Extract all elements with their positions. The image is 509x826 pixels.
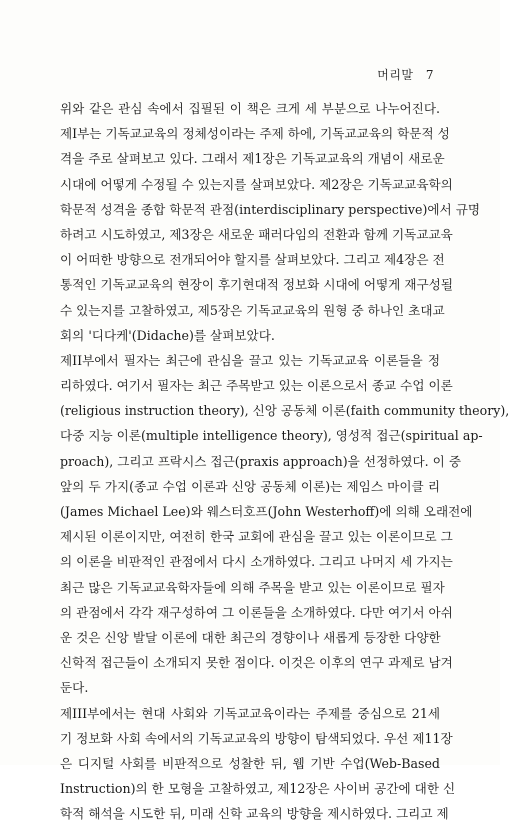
body-text — [60, 96, 440, 826]
text-line: 회의 '디다케'(Didache)를 살펴보았다. — [60, 323, 440, 348]
text-line: 최근 많은 기독교교육학자들에 의해 주목을 받고 있는 이론이므로 필자 — [60, 575, 440, 600]
text-line: 은 디지털 사회를 비판적으로 성찰한 뒤, 웹 기반 수업(Web-Based — [60, 751, 440, 776]
text-line: 제III부에서는 현대 사회와 기독교교육이라는 주제를 중심으로 21세 — [60, 701, 440, 726]
text-line: 격을 주로 살펴보고 있다. 그래서 제1장은 기독교교육의 개념이 새로운 — [60, 146, 440, 171]
text-line: 제I부는 기독교교육의 정체성이라는 주제 하에, 기독교교육의 학문적 성 — [60, 121, 440, 146]
text-line: 이 어떠한 방향으로 전개되어야 할지를 살펴보았다. 그리고 제4장은 전 — [60, 247, 440, 272]
text-line: Instruction)의 한 모형을 고찰하였고, 제12장은 사이버 공간에 대한 신 — [60, 776, 440, 801]
text-line: 다중 지능 이론(multiple intelligence theory), 영성적 접근(spiritual ap- — [60, 423, 440, 448]
paragraph-part-3 — [60, 701, 440, 826]
text-line: 의 관점에서 각각 재구성하여 그 이론들을 소개하였다. 다만 여기서 아쉬 — [60, 600, 440, 625]
text-line: 앞의 두 가지(종교 수업 이론과 신앙 공동체 이론)는 제임스 마이클 리 — [60, 474, 440, 499]
text-line: 신학적 접근들이 소개되지 못한 점이다. 이것은 이후의 연구 과제로 남겨 — [60, 650, 440, 675]
text-line: 둔다. — [60, 675, 440, 700]
text-line: 운 것은 신앙 발달 이론에 대한 최근의 경향이나 새롭게 등장한 다양한 — [60, 625, 440, 650]
text-line: 수 있는지를 고찰하였고, 제5장은 기독교교육의 원형 중 하나인 초대교 — [60, 298, 440, 323]
paragraph-part-2 — [60, 348, 440, 701]
text-line: 리하였다. 여기서 필자는 최근 주목받고 있는 이론으로서 종교 수업 이론 — [60, 373, 440, 398]
text-line: 제시된 이론이지만, 여전히 한국 교회에 관심을 끌고 있는 이론이므로 그 — [60, 524, 440, 549]
text-line: 제II부에서 필자는 최근에 관심을 끌고 있는 기독교교육 이론들을 정 — [60, 348, 440, 373]
text-line: 학적 해석을 시도한 뒤, 미래 신학 교육의 방향을 제시하였다. 그리고 제 — [60, 801, 440, 826]
text-line: (religious instruction theory), 신앙 공동체 이론(faith community theory), — [60, 398, 440, 423]
text-line: 시대에 어떻게 수정될 수 있는지를 살펴보았다. 제2장은 기독교교육학의 — [60, 172, 440, 197]
page-number: 7 — [426, 68, 434, 82]
text-line: proach), 그리고 프락시스 접근(praxis approach)을 선정하였다. 이 중 — [60, 449, 440, 474]
text-line: 의 이론을 비판적인 관점에서 다시 소개하였다. 그리고 나머지 세 가지는 — [60, 549, 440, 574]
text-line: (James Michael Lee)와 웨스터호프(John Westerhoff)에 의해 오래전에 — [60, 499, 440, 524]
text-line: 학문적 성격을 종합 학문적 관점(interdisciplinary perspective)에서 규명 — [60, 197, 440, 222]
text-line: 기 정보화 사회 속에서의 기독교교육의 방향이 탐색되었다. 우선 제11장 — [60, 726, 440, 751]
text-line: 위와 같은 관심 속에서 집필된 이 책은 크게 세 부분으로 나누어진다. — [60, 96, 440, 121]
text-line: 통적인 기독교교육의 현장이 후기현대적 정보화 시대에 어떻게 재구성될 — [60, 272, 440, 297]
paragraph-part-1 — [60, 96, 440, 348]
running-header-title: 머리말 — [377, 68, 413, 82]
running-header — [377, 66, 434, 83]
text-line: 하려고 시도하였고, 제3장은 새로운 패러다임의 전환과 함께 기독교교육 — [60, 222, 440, 247]
